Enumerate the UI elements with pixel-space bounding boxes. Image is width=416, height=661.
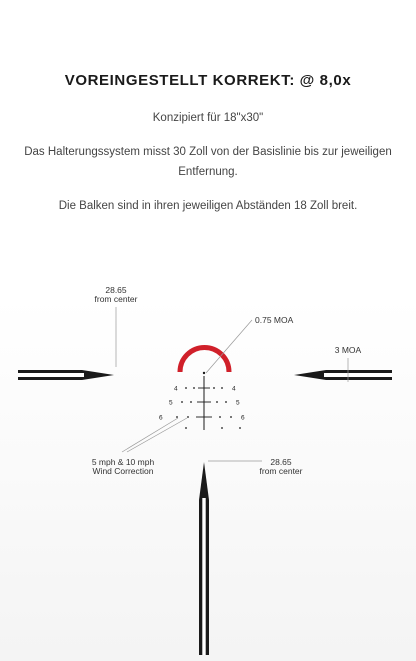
wind-dot xyxy=(187,416,189,418)
mounting-description-line2: Entfernung. xyxy=(178,166,238,178)
horseshoe xyxy=(180,347,229,372)
right-moa-label: 3 MOA xyxy=(334,345,362,355)
design-note: Konzipiert für 18"x30" xyxy=(152,112,264,124)
wind-dot xyxy=(176,416,178,418)
wind-dot xyxy=(230,416,232,418)
wind-label-line2: Wind Correction xyxy=(92,466,154,476)
left-distance-sub: from center xyxy=(94,294,138,304)
holdover-number: 5 xyxy=(169,399,173,407)
bottom-distance-sub: from center xyxy=(259,466,303,476)
wind-dot xyxy=(216,401,218,403)
wind-dot xyxy=(221,387,223,389)
leader-wind-1 xyxy=(122,418,178,452)
wind-dot xyxy=(239,427,241,429)
left-post-highlight xyxy=(18,373,84,377)
center-dot xyxy=(203,372,205,374)
wind-dot xyxy=(193,387,195,389)
right-post-highlight xyxy=(324,373,392,377)
wind-dot xyxy=(185,387,187,389)
wind-dot xyxy=(219,416,221,418)
page-title: VOREINGESTELLT KORREKT: @ 8,0x xyxy=(64,72,352,89)
wind-dot xyxy=(221,427,223,429)
holdover-number: 6 xyxy=(241,414,245,422)
center-moa-label: 0.75 MOA xyxy=(255,315,294,325)
bottom-post-highlight xyxy=(202,498,205,655)
wind-dot xyxy=(225,401,227,403)
holdover-number: 4 xyxy=(232,385,236,393)
holdover-number: 6 xyxy=(159,414,163,422)
mounting-description-line1: Das Halterungssystem misst 30 Zoll von der Basislinie bis zur jeweiligen xyxy=(24,146,392,158)
wind-label-line1: 5 mph & 10 mph xyxy=(91,457,155,467)
left-distance-value: 28.65 xyxy=(105,285,127,295)
wind-dot xyxy=(213,387,215,389)
bottom-distance-value: 28.65 xyxy=(270,457,292,467)
holdover-number: 5 xyxy=(236,399,240,407)
bar-width-note: Die Balken sind in ihren jeweiligen Abständen 18 Zoll breit. xyxy=(58,200,358,212)
wind-dot xyxy=(185,427,187,429)
wind-dot xyxy=(181,401,183,403)
leader-wind-2 xyxy=(127,418,187,452)
wind-dot xyxy=(190,401,192,403)
holdover-number: 4 xyxy=(174,385,178,393)
